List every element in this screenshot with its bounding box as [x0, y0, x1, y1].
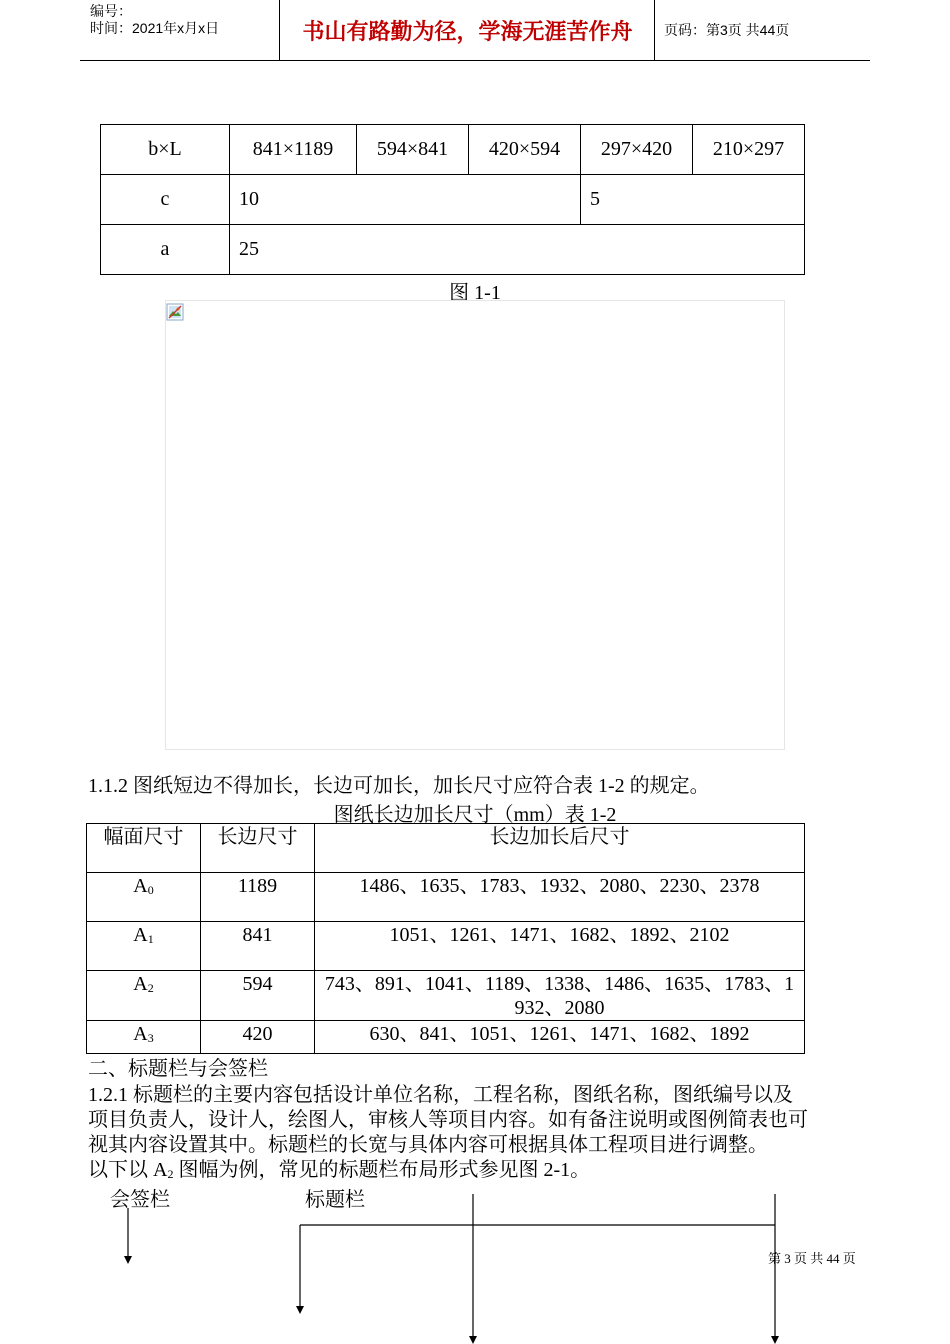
- table-cell: 5: [581, 175, 805, 225]
- text-fragment: 以下以 A: [88, 1159, 168, 1181]
- table-row: [101, 175, 805, 225]
- table-cell: [87, 922, 201, 971]
- paragraph-1-2-1-line: 视其内容设置其中。标题栏的长宽与具体内容可根据具体工程项目进行调整。: [88, 1134, 768, 1156]
- size-name: A: [133, 875, 148, 897]
- size-name: A: [133, 924, 148, 946]
- size-subscript: 2: [147, 981, 154, 995]
- text-fragment: 图幅为例，常见的标题栏布局形式参见图 2-1。: [173, 1159, 591, 1181]
- image-placeholder: [165, 300, 785, 750]
- size-subscript: 3: [147, 1031, 154, 1045]
- table-cell: 630、841、1051、1261、1471、1682、1892: [315, 1021, 805, 1054]
- table-row: [87, 1021, 805, 1054]
- table-row: [87, 922, 805, 971]
- table-cell: 297×420: [581, 125, 693, 175]
- arrow-head-icon: [771, 1336, 779, 1344]
- table-cell: 594: [201, 971, 315, 1021]
- countersign-label: 会签栏: [110, 1189, 170, 1211]
- footer-page-number: 第 3 页 共 44 页: [768, 1251, 856, 1266]
- table-header-cell: 长边尺寸: [201, 824, 315, 873]
- arrow-head-icon: [469, 1336, 477, 1344]
- table-cell: [87, 873, 201, 922]
- number-label: 编号：: [90, 3, 132, 19]
- header-motto: 书山有路勤为径，学海无涯苦作舟: [281, 0, 655, 60]
- arrow-head-icon: [296, 1306, 304, 1314]
- table-cell: 210×297: [693, 125, 805, 175]
- table-cell: c: [101, 175, 230, 225]
- table-cell: b×L: [101, 125, 230, 175]
- paragraph-1-2-1-line: 1.2.1 标题栏的主要内容包括设计单位名称，工程名称，图纸名称，图纸编号以及: [88, 1084, 793, 1106]
- table-cell: 1189: [201, 873, 315, 922]
- table-cell: 25: [230, 225, 805, 275]
- table-cell: [87, 971, 201, 1021]
- table-cell: 841×1189: [230, 125, 357, 175]
- header-meta: [80, 0, 280, 60]
- table-cell: 841: [201, 922, 315, 971]
- size-subscript: 0: [147, 883, 154, 897]
- figure-caption: 图 1-1: [449, 282, 501, 304]
- table-cell: 1486、1635、1783、1932、2080、2230、2378: [315, 873, 805, 922]
- size-name: A: [133, 973, 148, 995]
- table2-title: 图纸长边加长尺寸（mm）表 1-2: [333, 804, 617, 826]
- table-header-cell: 幅面尺寸: [87, 824, 201, 873]
- paragraph-1-1-2: 1.1.2 图纸短边不得加长，长边可加长，加长尺寸应符合表 1-2 的规定。: [88, 775, 710, 797]
- table-cell: 594×841: [357, 125, 469, 175]
- extension-size-table: [86, 823, 805, 1054]
- table-row: [101, 125, 805, 175]
- title-block-label: 标题栏: [305, 1189, 365, 1211]
- paper-size-table: [100, 124, 805, 275]
- size-name: A: [133, 1023, 148, 1045]
- table-cell: a: [101, 225, 230, 275]
- text-subscript: 2: [167, 1167, 174, 1181]
- table-row: [87, 824, 805, 873]
- section-title-2: 二、标题栏与会签栏: [88, 1058, 268, 1080]
- size-subscript: 1: [147, 932, 154, 946]
- table-row: [101, 225, 805, 275]
- table-cell: 743、891、1041、1189、1338、1486、1635、1783、1932、2080: [315, 971, 805, 1021]
- table-header-cell: 长边加长后尺寸: [315, 824, 805, 873]
- paragraph-1-2-1-line: 项目负责人，设计人，绘图人，审核人等项目内容。如有备注说明或图例简表也可: [88, 1109, 808, 1131]
- table-cell: 1051、1261、1471、1682、1892、2102: [315, 922, 805, 971]
- table-cell: 420×594: [469, 125, 581, 175]
- header-page-info: 页码：第3页 共44页: [664, 22, 790, 38]
- page-header: [80, 0, 870, 61]
- table-row: [87, 873, 805, 922]
- table-cell: 420: [201, 1021, 315, 1054]
- time-label: 时间：2021年x月x日: [90, 20, 220, 36]
- table-cell: [87, 1021, 201, 1054]
- arrow-head-icon: [124, 1256, 132, 1264]
- broken-image-icon: [166, 303, 184, 321]
- table-row: [87, 971, 805, 1021]
- table-cell: 10: [230, 175, 581, 225]
